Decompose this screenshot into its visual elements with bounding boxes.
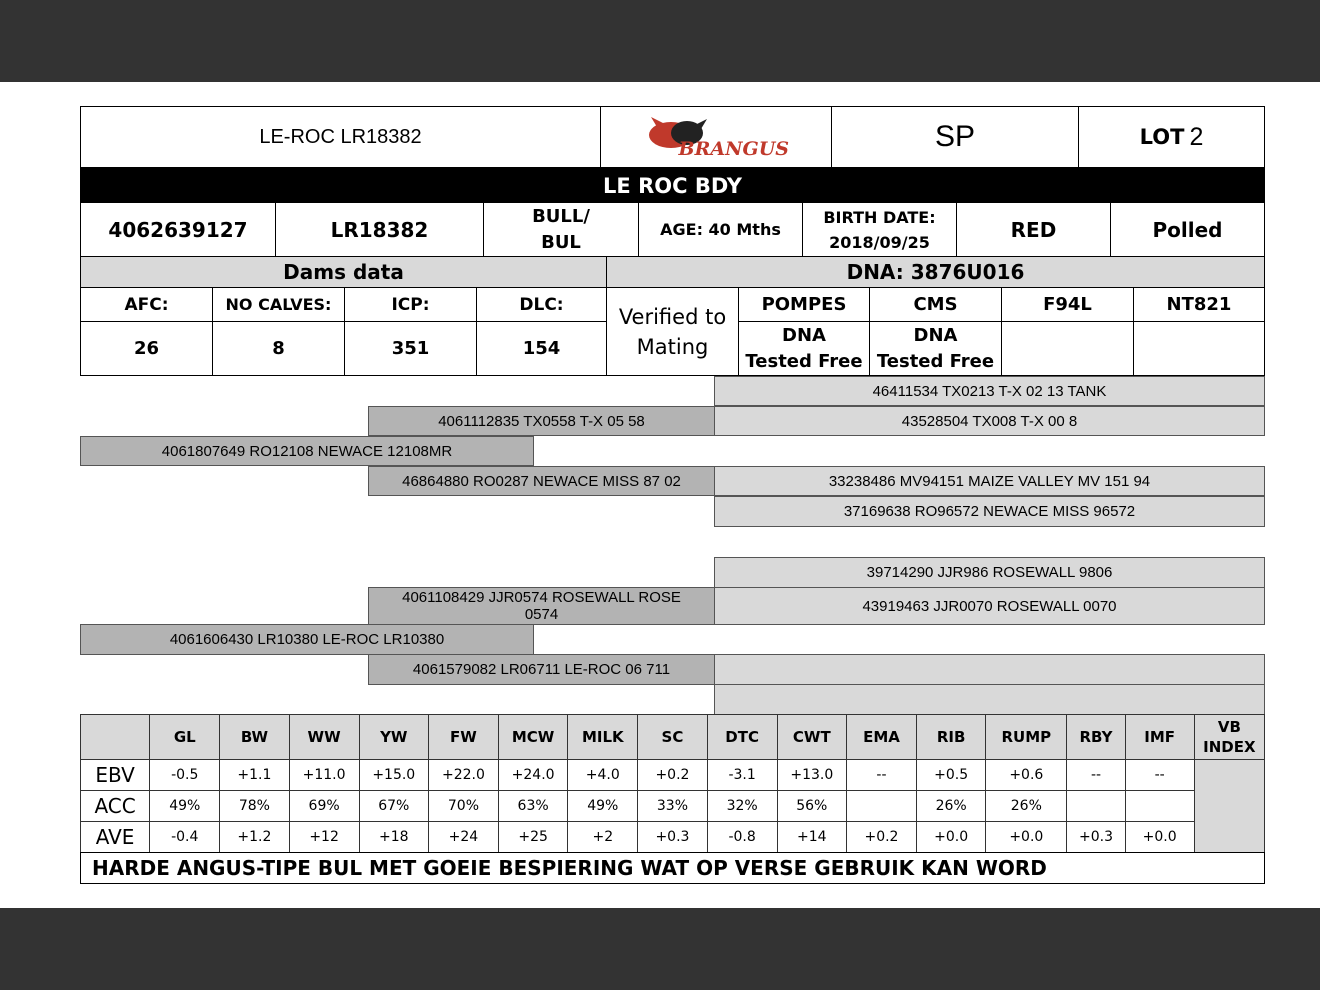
ebv-cell: +22.0 <box>428 760 498 791</box>
pedigree-text: 4061112835 TX0558 T-X 05 58 <box>438 412 645 430</box>
dams-data-header <box>80 256 607 288</box>
pedigree-sire-sire-dam <box>714 406 1265 436</box>
dna-title: DNA: 3876U016 <box>846 260 1025 284</box>
pedigree-text: 39714290 JJR986 ROSEWALL 9806 <box>866 564 1113 581</box>
ebv-cell: -0.5 <box>150 760 220 791</box>
animal-title: LE ROC BDY <box>603 173 742 198</box>
ebv-header-cell: MCW <box>499 715 568 760</box>
colour: RED <box>1010 217 1057 242</box>
brangus-logo <box>600 106 832 168</box>
acc-cell <box>1067 791 1125 822</box>
acc-cell: 63% <box>499 791 568 822</box>
pedigree-text: 46864880 RO0287 NEWACE MISS 87 02 <box>402 472 681 490</box>
ebv-header-cell: RUMP <box>986 715 1067 760</box>
ebv-header-cell: VB INDEX <box>1194 715 1264 760</box>
ebv-table <box>80 714 1265 853</box>
ave-cell: +1.2 <box>220 822 289 853</box>
ave-cell: +0.2 <box>846 822 916 853</box>
ebv-header-row <box>81 715 1265 760</box>
acc-cell: 70% <box>428 791 498 822</box>
ave-cell: -0.8 <box>707 822 777 853</box>
reg-number-cell <box>80 202 276 257</box>
pedigree-sire-sire <box>368 406 715 436</box>
pedigree-dam-sire <box>368 587 715 625</box>
pedigree-dam-sire-dam <box>714 587 1265 625</box>
ave-cell: -0.4 <box>150 822 220 853</box>
pedigree-text: 33238486 MV94151 MAIZE VALLEY MV 151 94 <box>828 472 1151 490</box>
test-result-nt821 <box>1133 321 1265 376</box>
ebv-header-cell: MILK <box>568 715 638 760</box>
acc-cell: 26% <box>917 791 986 822</box>
test-result-line2: Tested Free <box>876 350 995 372</box>
icp-label: ICP: <box>391 294 430 315</box>
ebv-cell: +11.0 <box>289 760 359 791</box>
test-name: POMPES <box>761 294 847 315</box>
calves-label-cell <box>212 287 345 322</box>
id-cell <box>275 202 484 257</box>
animal-name-cell <box>80 106 601 168</box>
acc-cell: 69% <box>289 791 359 822</box>
acc-cell <box>846 791 916 822</box>
ebv-header-cell: GL <box>150 715 220 760</box>
birth-date-cell <box>802 202 957 257</box>
ebv-row <box>81 760 1265 791</box>
row-label: ACC <box>81 791 150 822</box>
pedigree-text: 37169638 RO96572 NEWACE MISS 96572 <box>843 503 1136 520</box>
ebv-cell: +0.5 <box>917 760 986 791</box>
ebv-cell: +0.6 <box>986 760 1067 791</box>
acc-cell: 33% <box>638 791 707 822</box>
acc-row <box>81 791 1265 822</box>
ebv-cell: +1.1 <box>220 760 289 791</box>
test-result-line1: DNA <box>782 324 826 346</box>
dlc-value: 154 <box>522 338 561 359</box>
pedigree-sire-dam-dam <box>714 496 1265 527</box>
ebv-header-cell: IMF <box>1125 715 1194 760</box>
animal-name: LE-ROC LR18382 <box>259 125 422 148</box>
colour-cell <box>956 202 1111 257</box>
ave-cell: +24 <box>428 822 498 853</box>
acc-cell: 49% <box>568 791 638 822</box>
ebv-header-cell: SC <box>638 715 707 760</box>
ave-cell: +18 <box>359 822 428 853</box>
calves-label: NO CALVES: <box>225 295 332 314</box>
birth-label: BIRTH DATE: <box>823 207 936 227</box>
ave-cell: +0.3 <box>638 822 707 853</box>
ebv-cell: -- <box>1125 760 1194 791</box>
ave-cell: +2 <box>568 822 638 853</box>
calves-value-cell <box>212 321 345 376</box>
pedigree-text: 4061807649 RO12108 NEWACE 12108MR <box>161 442 453 460</box>
lot-cell <box>1078 106 1265 168</box>
comment: HARDE ANGUS-TIPE BUL MET GOEIE BESPIERING WAT OP VERSE GEBRUIK KAN WORD <box>92 856 1047 880</box>
test-name: CMS <box>913 294 958 315</box>
ave-cell: +0.0 <box>986 822 1067 853</box>
acc-cell: 78% <box>220 791 289 822</box>
test-result-line2: Tested Free <box>745 350 863 372</box>
title-bar <box>80 168 1265 203</box>
dams-title: Dams data <box>283 260 404 284</box>
dlc-label-cell <box>476 287 607 322</box>
test-name-nt821 <box>1133 287 1265 322</box>
ave-cell: +0.0 <box>1125 822 1194 853</box>
dlc-value-cell <box>476 321 607 376</box>
ebv-cell: +0.2 <box>638 760 707 791</box>
acc-cell: 26% <box>986 791 1067 822</box>
pedigree-dam-dam-sire <box>714 654 1265 685</box>
test-name: NT821 <box>1166 294 1232 315</box>
pedigree-dam <box>80 624 534 655</box>
acc-cell: 49% <box>150 791 220 822</box>
test-result-f94l <box>1001 321 1134 376</box>
afc-value: 26 <box>133 338 160 359</box>
ebv-cell: +4.0 <box>568 760 638 791</box>
sex-line2: BUL <box>541 231 581 253</box>
pedigree-text: 43528504 TX008 T-X 00 8 <box>901 412 1078 430</box>
verified-line2: Mating <box>636 334 709 359</box>
ebv-header-cell: DTC <box>707 715 777 760</box>
acc-cell: 32% <box>707 791 777 822</box>
dna-header <box>606 256 1265 288</box>
ebv-header-cell: EMA <box>846 715 916 760</box>
ebv-header-cell: FW <box>428 715 498 760</box>
pedigree-sire <box>80 436 534 466</box>
catalogue-sheet <box>0 82 1320 908</box>
verified-cell <box>606 287 739 376</box>
test-name-f94l <box>1001 287 1134 322</box>
pedigree-text: 43919463 JJR0070 ROSEWALL 0070 <box>862 597 1117 615</box>
ave-row <box>81 822 1265 853</box>
ebv-cell: -- <box>1067 760 1125 791</box>
animal-id: LR18382 <box>330 217 429 242</box>
ebv-cell: -3.1 <box>707 760 777 791</box>
grade: SP <box>934 120 976 153</box>
cattle-logo-icon <box>641 113 791 161</box>
sex-line1: BULL/ <box>532 205 590 227</box>
ave-cell: +14 <box>777 822 846 853</box>
ebv-header-cell: WW <box>289 715 359 760</box>
test-name-pompes <box>738 287 870 322</box>
calves-value: 8 <box>272 338 285 359</box>
test-result-pompes <box>738 321 870 376</box>
acc-cell: 56% <box>777 791 846 822</box>
ave-cell: +25 <box>499 822 568 853</box>
ave-cell: +0.0 <box>917 822 986 853</box>
afc-value-cell <box>80 321 213 376</box>
afc-label-cell <box>80 287 213 322</box>
ave-cell: +12 <box>289 822 359 853</box>
test-result-cms <box>869 321 1002 376</box>
age: AGE: 40 Mths <box>660 220 781 239</box>
verified-line1: Verified to <box>618 304 727 329</box>
ebv-cell: -- <box>846 760 916 791</box>
acc-cell <box>1125 791 1194 822</box>
ebv-header-cell: RIB <box>917 715 986 760</box>
ebv-header-cell: RBY <box>1067 715 1125 760</box>
row-label: EBV <box>81 760 150 791</box>
pedigree-sire-dam-sire <box>714 466 1265 496</box>
vb-index-cell <box>1194 760 1264 853</box>
ebv-cell: +15.0 <box>359 760 428 791</box>
horn-status: Polled <box>1152 217 1223 242</box>
reg-number: 4062639127 <box>108 217 248 242</box>
dlc-label: DLC: <box>519 294 564 315</box>
ave-cell: +0.3 <box>1067 822 1125 853</box>
pedigree-text: 4061108429 JJR0574 ROSEWALL ROSE 0574 <box>402 589 681 623</box>
birth-date: 2018/09/25 <box>829 232 930 252</box>
logo-text: BRANGUS <box>678 138 789 160</box>
row-label: AVE <box>81 822 150 853</box>
test-name: F94L <box>1043 294 1092 315</box>
age-cell <box>638 202 803 257</box>
icp-label-cell <box>344 287 477 322</box>
ebv-cell: +24.0 <box>499 760 568 791</box>
ebv-header-cell: CWT <box>777 715 846 760</box>
ebv-header-cell: BW <box>220 715 289 760</box>
pedigree-text: 4061579082 LR06711 LE-ROC 06 711 <box>412 661 671 678</box>
acc-cell: 67% <box>359 791 428 822</box>
ebv-header-cell <box>81 715 150 760</box>
pedigree-dam-sire-sire <box>714 557 1265 588</box>
pedigree-dam-dam-dam <box>714 684 1265 715</box>
lot-number: 2 <box>1189 122 1204 151</box>
pedigree-dam-dam <box>368 654 715 685</box>
comment-bar <box>80 852 1265 884</box>
test-name-cms <box>869 287 1002 322</box>
pedigree-sire-dam <box>368 466 715 496</box>
lot-label: LOT <box>1139 125 1185 149</box>
sex-cell <box>483 202 639 257</box>
ebv-cell: +13.0 <box>777 760 846 791</box>
afc-label: AFC: <box>124 294 169 315</box>
horn-cell <box>1110 202 1265 257</box>
pedigree-text: 46411534 TX0213 T-X 02 13 TANK <box>872 382 1107 400</box>
grade-cell <box>831 106 1079 168</box>
icp-value-cell <box>344 321 477 376</box>
test-result-line1: DNA <box>913 324 958 346</box>
pedigree-text: 4061606430 LR10380 LE-ROC LR10380 <box>169 631 445 648</box>
ebv-header-cell: YW <box>359 715 428 760</box>
pedigree-sire-sire-sire <box>714 376 1265 406</box>
icp-value: 351 <box>391 338 430 359</box>
